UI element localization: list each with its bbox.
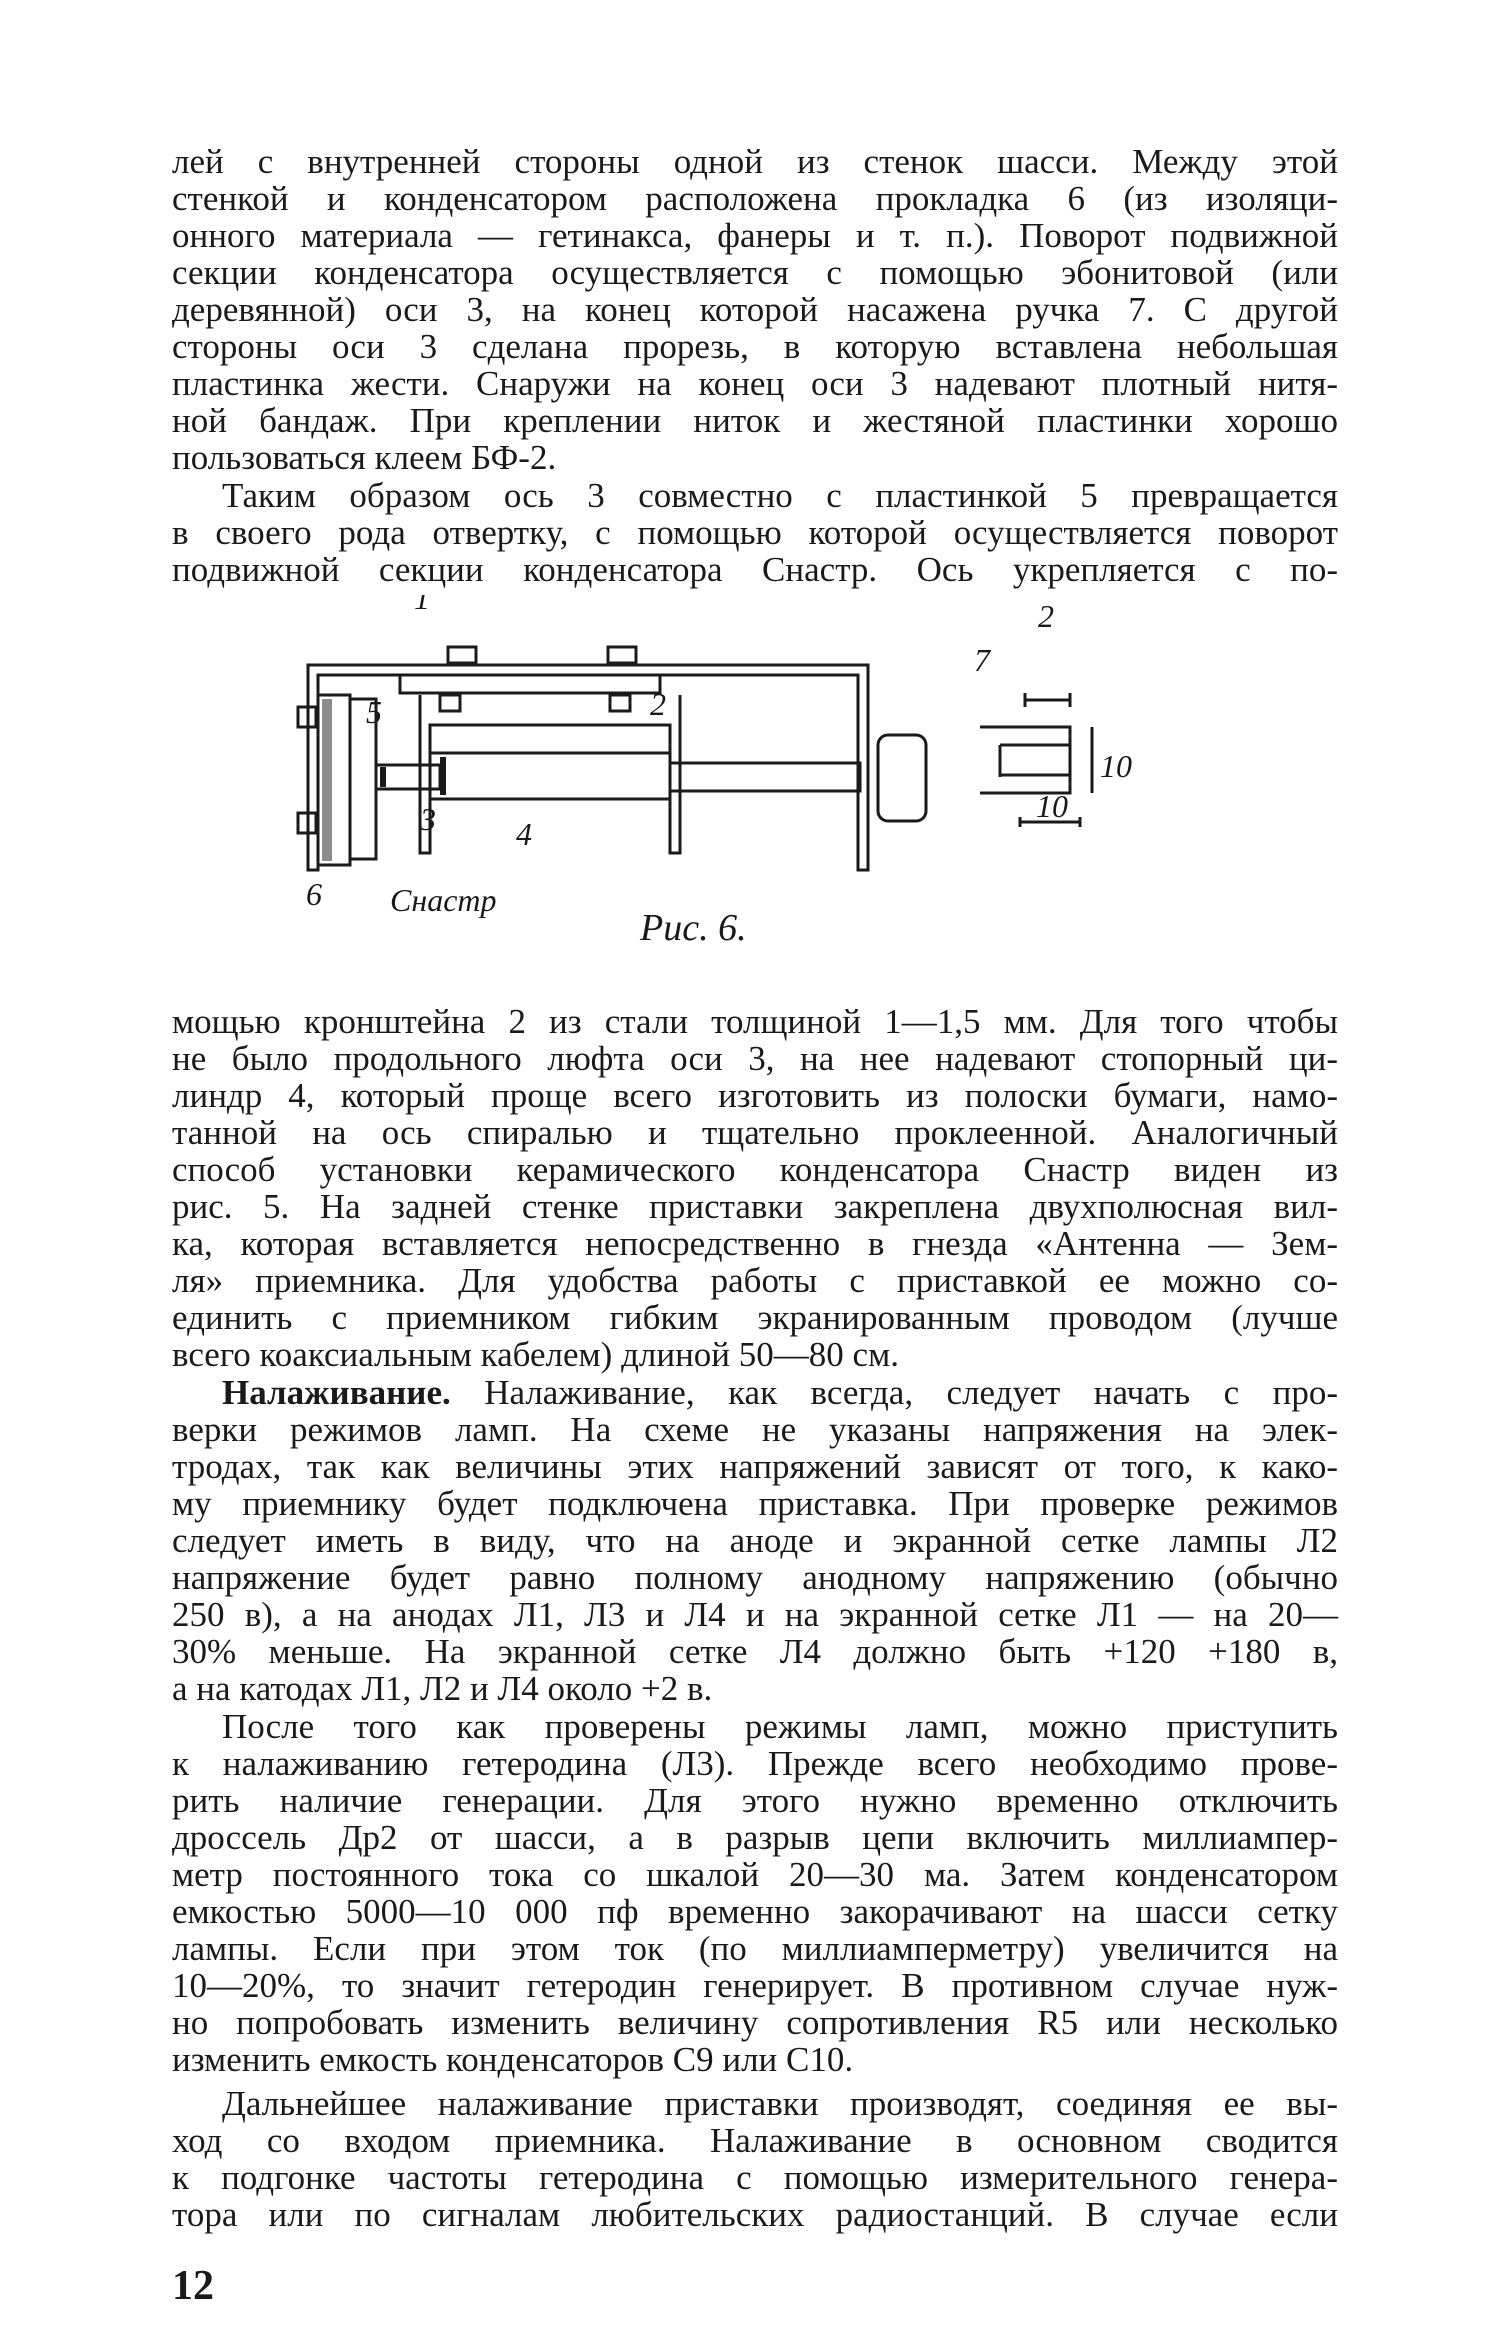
text-line: всего коаксиальным кабелем) длиной 50—80 см.: [172, 1335, 899, 1374]
text-line: единить с приемником гибким экранированным проводом (лучше: [172, 1298, 1338, 1337]
page-number: 12: [172, 2263, 214, 2309]
label-4: 4: [516, 816, 532, 852]
text-span: Налаживание, как всегда, следует начать с про-: [484, 1373, 1339, 1412]
text-line: лей с внутренней стороны одной из стенок шасси. Между этой: [172, 142, 1338, 181]
text-line: 30% меньше. На экранной сетке Л4 должно быть +120 +180 в,: [172, 1632, 1338, 1671]
text-line: мощью кронштейна 2 из стали толщиной 1—1,5 мм. Для того чтобы: [172, 1002, 1338, 1041]
figure-6: [280, 595, 1200, 955]
text-line: подвижной секции конденсатора Cнастр. Ось укрепляется с по-: [172, 550, 1338, 589]
text-line: ход со входом приемника. Налаживание в основном сводится: [172, 2121, 1338, 2160]
label-7: 7: [974, 642, 990, 678]
dim-10-horizontal: 10: [1036, 788, 1068, 824]
axle: [670, 763, 860, 791]
text-line: тродах, так как величины этих напряжений зависят от того, к како-: [172, 1447, 1338, 1486]
label-3: 3: [420, 801, 436, 837]
text-line: следует иметь в виду, что на аноде и экранной сетке лампы Л2: [172, 1521, 1338, 1560]
text-line: верки режимов ламп. На схеме не указаны напряжения на элек-: [172, 1410, 1338, 1449]
text-line: к подгонке частоты гетеродина с помощью измерительного генера-: [172, 2158, 1338, 2197]
text-line: стороны оси 3 сделана прорезь, в которую вставлена небольшая: [172, 327, 1338, 366]
text-line: Таким образом ось 3 совместно с пластинкой 5 превращается: [222, 476, 1338, 515]
stop-cylinder: [430, 753, 670, 799]
label-2: 2: [650, 686, 666, 722]
text-line: дроссель Др2 от шасси, а в разрыв цепи включить миллиампер-: [172, 1818, 1338, 1857]
label-5: 5: [366, 694, 382, 730]
text-line: напряжение будет равно полному анодному напряжению (обычно: [172, 1558, 1338, 1597]
text-line: емкостью 5000—10 000 пф временно закорачивают на шасси сетку: [172, 1892, 1338, 1931]
text-line: рис. 5. На задней стенке приставки закреплена двухполюсная вил-: [172, 1187, 1338, 1226]
text-line: изменить емкость конденсаторов C9 или C10.: [172, 2040, 854, 2079]
text-line: рить наличие генерации. Для этого нужно временно отключить: [172, 1781, 1338, 1820]
text-line: деревянной) оси 3, на конец которой насажена ручка 7. С другой: [172, 290, 1338, 329]
text-line: онного материала — гетинакса, фанеры и т. п.). Поворот подвижной: [172, 216, 1338, 255]
nut: [448, 647, 476, 663]
text-line: в своего рода отвертку, с помощью которой осуществляется поворот: [172, 513, 1338, 552]
text-line: линдр 4, который проще всего изготовить из полоски бумаги, намо-: [172, 1076, 1338, 1115]
text-line: 250 в), а на анодах Л1, Л3 и Л4 и на экранной сетке Л1 — на 20—: [172, 1595, 1338, 1634]
detail-axle: [980, 727, 1070, 793]
text-line: лампы. Если при этом ток (по миллиамперметру) увеличится на: [172, 1929, 1338, 1968]
text-line: но попробовать изменить величину сопротивления R5 или несколько: [172, 2003, 1338, 2042]
text-line: секции конденсатора осуществляется с помощью эбонитовой (или: [172, 253, 1338, 292]
text-line: метр постоянного тока со шкалой 20—30 ма. Затем конденсатором: [172, 1855, 1338, 1894]
label-6: 6: [306, 876, 322, 912]
knob: [878, 735, 926, 821]
text-line: Дальнейшее налаживание приставки производят, соединяя ее вы-: [222, 2084, 1338, 2123]
dim-2: 2: [1038, 598, 1054, 634]
support-bracket: [420, 695, 680, 853]
label-c-nastr: Cнастр: [390, 882, 497, 918]
text-line: ной бандаж. При креплении ниток и жестяной пластинки хорошо: [172, 401, 1338, 440]
text-line: После того как проверены режимы ламп, можно приступить: [222, 1707, 1338, 1746]
text-line: [172, 1373, 1338, 1413]
text-line: не было продольного люфта оси 3, на нее надевают стопорный ци-: [172, 1039, 1338, 1078]
bracket-drawing: [280, 595, 1200, 955]
figure-caption: Рис. 6.: [640, 907, 747, 949]
text-line: ля» приемника. Для удобства работы с приставкой ее можно со-: [172, 1261, 1338, 1300]
inner-bracket: [400, 675, 660, 693]
text-line: 10—20%, то значит гетеродин генерирует. В противном случае нуж-: [172, 1966, 1338, 2005]
text-line: к налаживанию гетеродина (Л3). Прежде всего необходимо прове-: [172, 1744, 1338, 1783]
text-line: пластинка жести. Снаружи на конец оси 3 надевают плотный нитя-: [172, 364, 1338, 403]
text-line: ка, которая вставляется непосредственно в гнезда «Антенна — Зем-: [172, 1224, 1338, 1263]
label-1: 1: [414, 595, 430, 616]
text-line: тора или по сигналам любительских радиостанций. В случае если: [172, 2195, 1338, 2234]
dim-10-vertical: 10: [1100, 748, 1132, 784]
nut: [608, 647, 636, 663]
text-line: танной на ось спиралью и тщательно проклеенной. Аналогичный: [172, 1113, 1338, 1152]
text-line: способ установки керамического конденсатора Cнастр виден из: [172, 1150, 1338, 1189]
text-line: стенкой и конденсатором расположена прокладка 6 (из изоляци-: [172, 179, 1338, 218]
text-line: пользоваться клеем БФ-2.: [172, 438, 557, 477]
bracket-outline: [308, 665, 868, 870]
section-heading: Налаживание.: [222, 1373, 451, 1412]
text-line: му приемнику будет подключена приставка. При проверке режимов: [172, 1484, 1338, 1523]
text-line: а на катодах Л1, Л2 и Л4 около +2 в.: [172, 1669, 713, 1708]
